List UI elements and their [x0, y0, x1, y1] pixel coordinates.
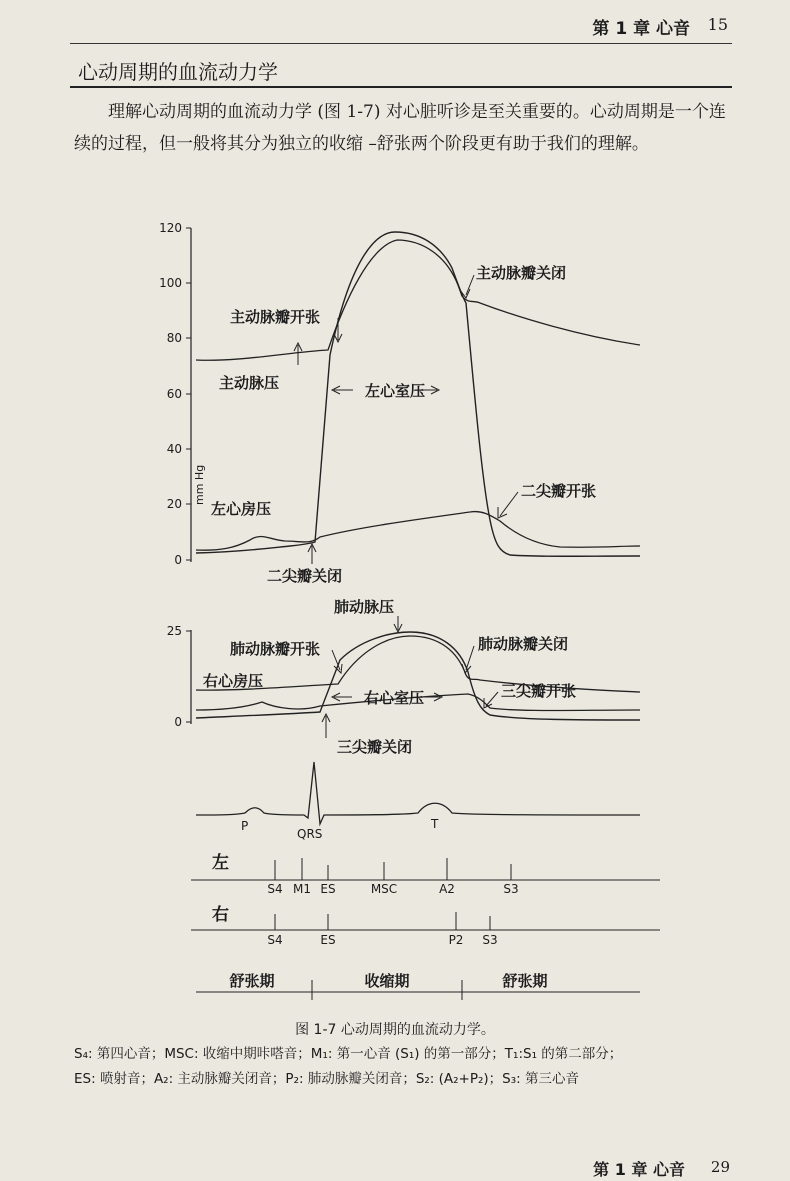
figure-caption: 图 1-7 心动周期的血流动力学。	[295, 1022, 495, 1038]
sound-labels-right	[267, 933, 497, 947]
figure-legend	[74, 1042, 734, 1092]
section-title: 心动周期的血流动力学	[78, 60, 278, 84]
label-rv-pressure: 右心室压	[364, 689, 425, 707]
phase-diastole-2: 舒张期	[502, 972, 548, 990]
label-pa-pressure: 肺动脉压	[334, 598, 395, 616]
tick-0: 0	[174, 553, 182, 567]
sound-s3-right: S3	[482, 933, 498, 947]
ecg-label-t: T	[431, 817, 439, 831]
sound-s4-left: S4	[267, 882, 283, 896]
legend-line-1: S₄: 第四心音；MSC: 收缩中期咔嗒音；M₁: 第一心音 (S₁) 的第一部分；T₁:S₁ 的第二部分；	[74, 1046, 623, 1062]
sound-es-right: ES	[320, 933, 336, 947]
right-tick-labels	[167, 624, 182, 729]
right-annotation-arrows	[322, 616, 498, 738]
sound-s4-right: S4	[267, 933, 283, 947]
sound-s3-left: S3	[503, 882, 519, 896]
label-aortic-valve-opens: 主动脉瓣开张	[230, 308, 321, 326]
header-page-number: 15	[707, 15, 728, 34]
label-tricuspid-opens: 三尖瓣开张	[501, 682, 577, 700]
ecg-trace	[196, 762, 640, 824]
tick-100: 100	[159, 276, 182, 290]
phase-diastole-1: 舒张期	[229, 972, 275, 990]
left-annotation-labels	[211, 264, 596, 585]
row-label-left: 左	[212, 853, 229, 873]
left-axis-ticks	[186, 228, 191, 560]
left-tick-labels	[159, 221, 182, 567]
intro-paragraph: 理解心动周期的血流动力学 (图 1-7) 对心脏听诊是至关重要的。心动周期是一个连续的过程，但一般将其分为独立的收缩 –舒张两个阶段更有助于我们的理解。	[74, 102, 726, 154]
phase-systole: 收缩期	[364, 972, 410, 990]
label-ra-pressure: 右心房压	[203, 672, 264, 690]
tick-25: 25	[166, 624, 182, 638]
footer-page-number: 29	[710, 1158, 730, 1176]
left-axis-unit: mm Hg	[193, 464, 206, 505]
right-annotation-labels	[203, 598, 576, 756]
label-mitral-opens: 二尖瓣开张	[521, 482, 597, 500]
right-axis-ticks	[186, 631, 191, 722]
tick-40: 40	[166, 442, 182, 456]
label-pulmonic-valve-opens: 肺动脉瓣开张	[230, 640, 321, 658]
tick-20: 20	[166, 497, 182, 511]
row-label-right: 右	[212, 905, 229, 925]
ecg-labels	[241, 817, 439, 841]
sound-msc: MSC	[370, 882, 398, 896]
sound-a2: A2	[439, 882, 455, 896]
ecg-label-p: P	[241, 819, 249, 833]
label-pulmonic-valve-closes: 肺动脉瓣关闭	[478, 635, 569, 653]
label-tricuspid-closes: 三尖瓣关闭	[337, 738, 413, 756]
label-mitral-closes: 二尖瓣关闭	[267, 567, 343, 585]
tick-80: 80	[166, 331, 182, 345]
label-lv-pressure: 左心室压	[365, 382, 426, 400]
label-la-pressure: 左心房压	[211, 500, 272, 518]
header-chapter-title: 第 1 章 心音	[592, 19, 690, 39]
phase-labels	[228, 972, 547, 990]
sound-labels-left	[267, 882, 518, 896]
sound-m1: M1	[293, 882, 311, 896]
legend-line-2: ES: 喷射音；A₂: 主动脉瓣关闭音；P₂: 肺动脉瓣关闭音；S₂: (A₂+P₂)；S₃: 第三心音	[74, 1071, 580, 1087]
tick-60: 60	[166, 387, 182, 401]
sound-p2: P2	[448, 933, 464, 947]
footer-chapter-title: 第 1 章 心音	[593, 1160, 685, 1179]
tick-right-0: 0	[174, 715, 182, 729]
aortic-pressure-curve	[196, 240, 640, 360]
sound-es-left: ES	[320, 882, 336, 896]
label-aortic-pressure: 主动脉压	[219, 374, 280, 392]
label-aortic-valve-closes: 主动脉瓣关闭	[476, 264, 567, 282]
ecg-label-qrs: QRS	[297, 827, 323, 841]
tick-120: 120	[159, 221, 182, 235]
